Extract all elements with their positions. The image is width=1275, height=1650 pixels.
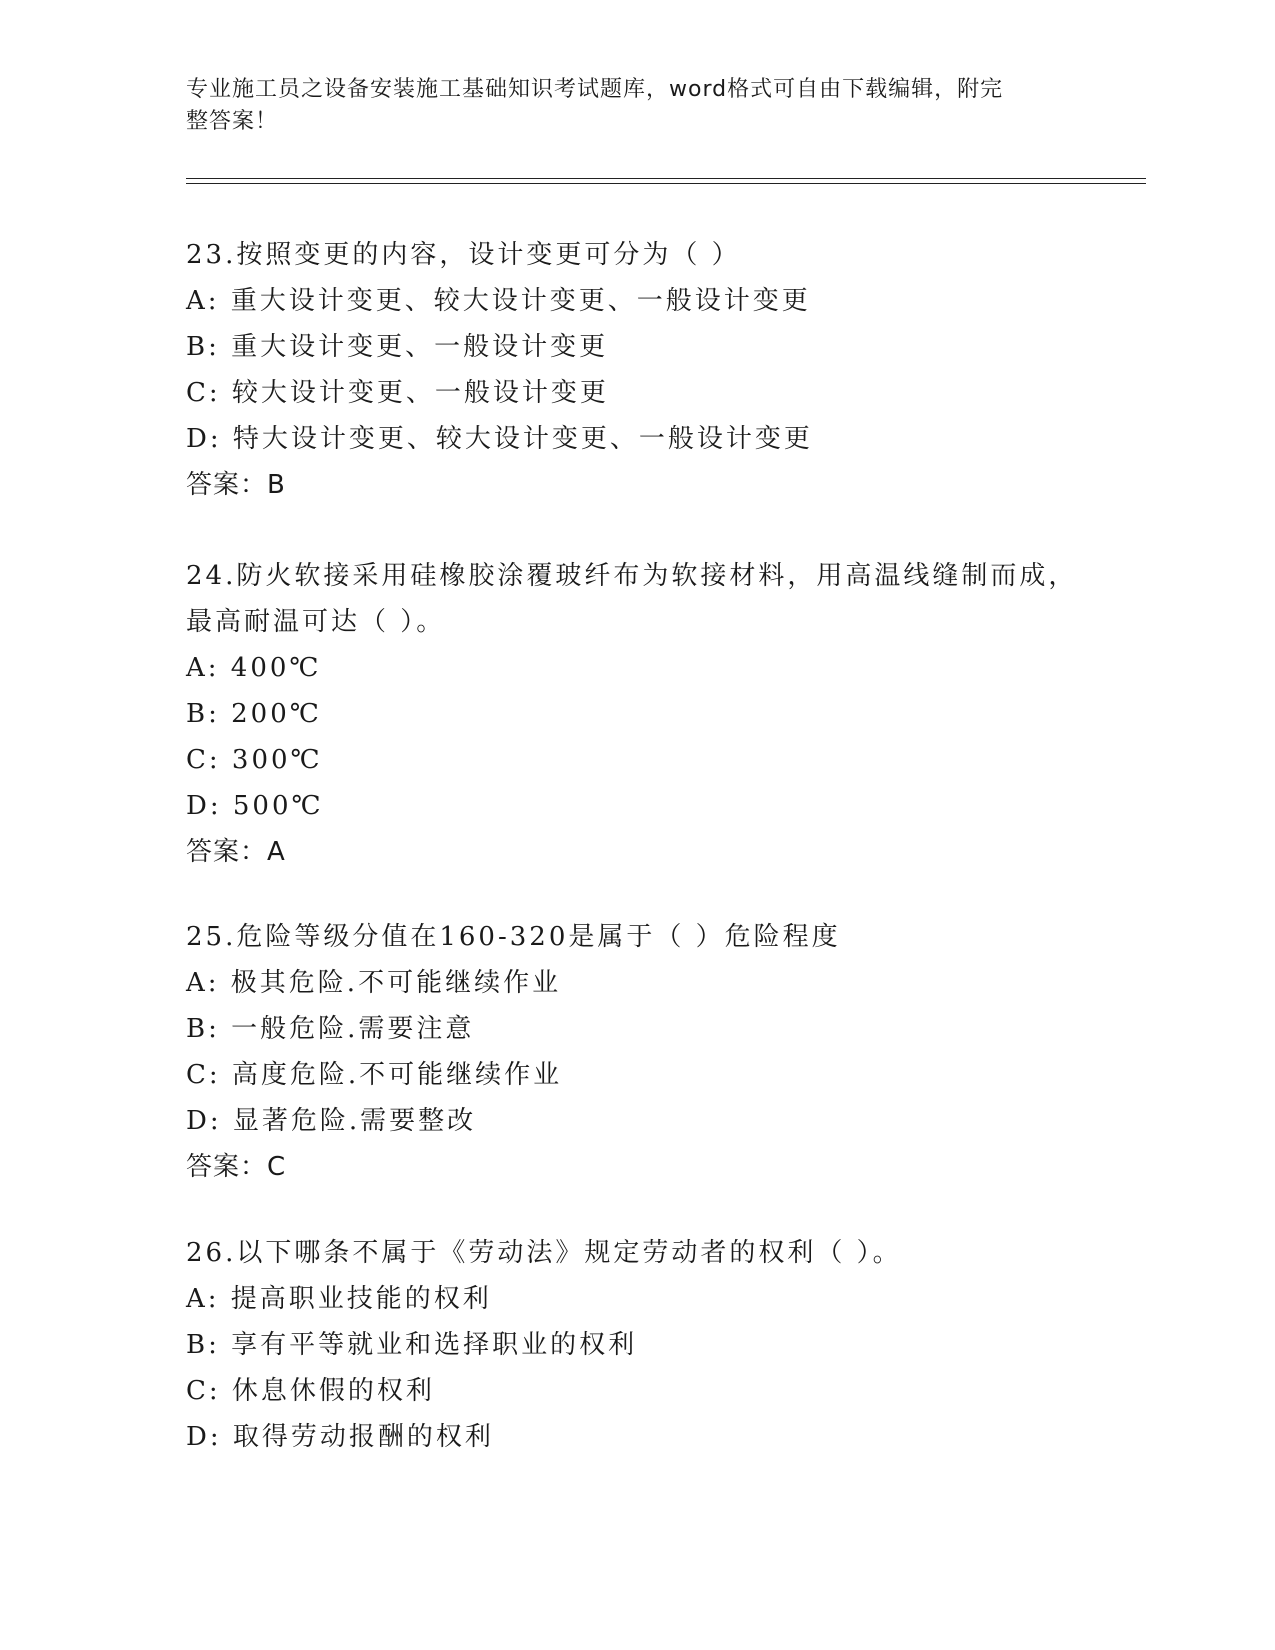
option-c: C: 较大设计变更、一般设计变更	[186, 378, 609, 408]
header-line-2: 整答案！	[186, 109, 279, 134]
question-24	[186, 553, 1086, 875]
question-stem: 23.按照变更的内容，设计变更可分为（ ）	[186, 240, 741, 270]
option-c: C: 高度危险.不可能继续作业	[186, 1060, 563, 1090]
question-stem: 24.防火软接采用硅橡胶涂覆玻纤布为软接材料，用高温线缝制而成，	[186, 561, 1078, 591]
question-stem-continued: 最高耐温可达（ ）。	[186, 607, 446, 637]
header-line-1: 专业施工员之设备安装施工基础知识考试题库，word格式可自由下载编辑，附完	[186, 77, 1004, 102]
question-stem: 26.以下哪条不属于《劳动法》规定劳动者的权利（ ）。	[186, 1238, 902, 1268]
answer-line: 答案：A	[186, 837, 286, 867]
header-divider-top	[186, 178, 1146, 179]
option-a: A: 400℃	[186, 653, 322, 683]
question-26	[186, 1230, 1086, 1460]
document-header	[186, 74, 1066, 138]
option-a: A: 重大设计变更、较大设计变更、一般设计变更	[186, 286, 811, 316]
option-b: B: 200℃	[186, 699, 322, 729]
option-d: D: 500℃	[186, 791, 324, 821]
option-b: B: 一般危险.需要注意	[186, 1014, 475, 1044]
option-a: A: 提高职业技能的权利	[186, 1284, 492, 1314]
option-d: D: 取得劳动报酬的权利	[186, 1422, 494, 1452]
option-b: B: 享有平等就业和选择职业的权利	[186, 1330, 638, 1360]
option-d: D: 特大设计变更、较大设计变更、一般设计变更	[186, 424, 813, 454]
option-c: C: 休息休假的权利	[186, 1376, 435, 1406]
question-25	[186, 914, 1086, 1190]
question-23	[186, 232, 1086, 508]
option-d: D: 显著危险.需要整改	[186, 1106, 477, 1136]
answer-line: 答案：C	[186, 1152, 287, 1182]
answer-line: 答案：B	[186, 470, 286, 500]
question-stem: 25.危险等级分值在160-320是属于（ ）危险程度	[186, 922, 841, 952]
header-divider-bottom	[186, 183, 1146, 184]
option-b: B: 重大设计变更、一般设计变更	[186, 332, 609, 362]
option-a: A: 极其危险.不可能继续作业	[186, 968, 562, 998]
option-c: C: 300℃	[186, 745, 323, 775]
